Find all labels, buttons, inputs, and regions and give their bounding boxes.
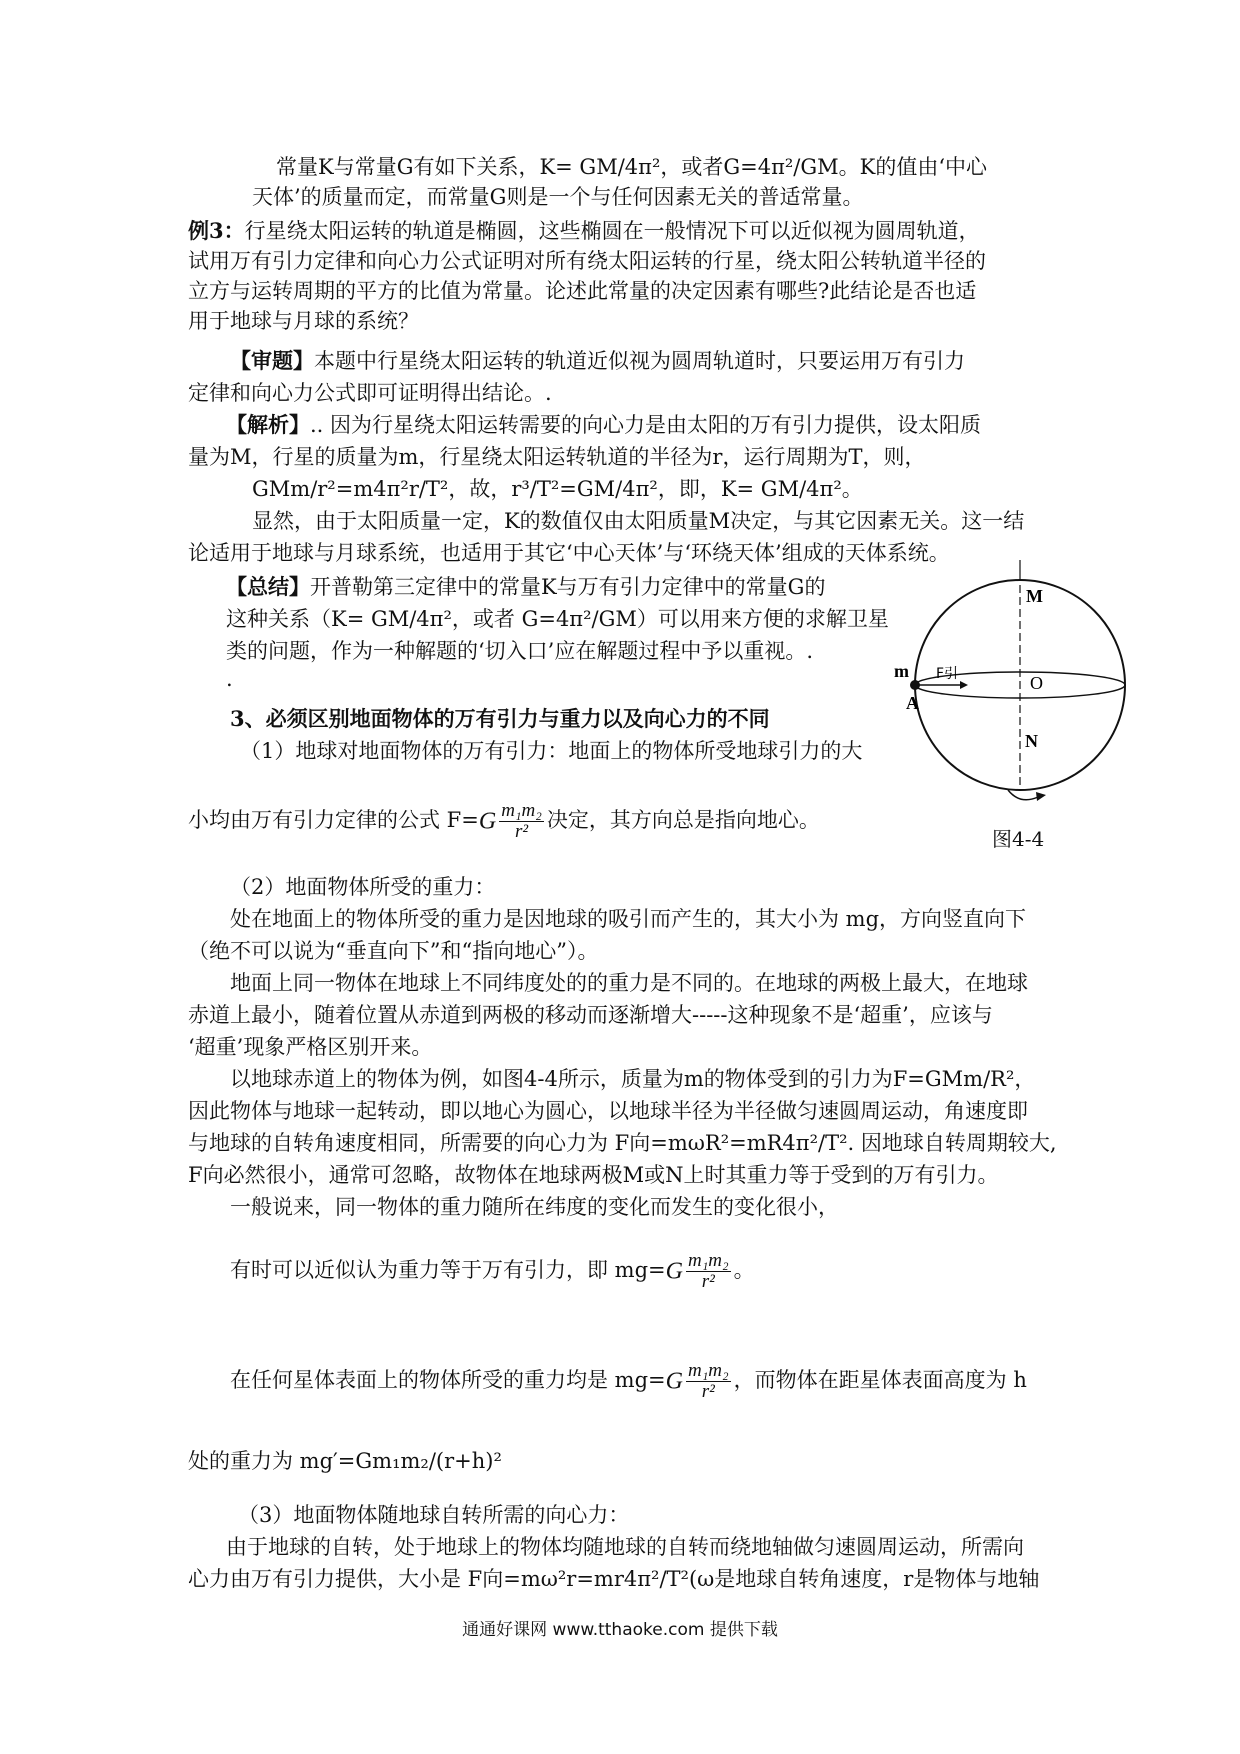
formula-line <box>188 790 820 852</box>
jiexi <box>226 410 981 440</box>
para-text: 小均由万有引力定律的公式 F= <box>188 808 479 832</box>
para-line: 类的问题，作为一种解题的‘切入口’应在解题过程中予以重视。. <box>226 639 814 663</box>
para-line: 论适用于地球与月球系统，也适用于其它‘中心天体’与‘环绕天体’组成的天体系统。 <box>188 541 950 565</box>
para-line: 量为M，行星的质量为m，行星绕太阳运转轨道的半径为r，运行周期为T，则， <box>188 445 926 469</box>
earth-diagram <box>894 565 1140 805</box>
label-force: F引 <box>936 666 959 682</box>
shenti-label: 【审题】 <box>230 348 314 373</box>
rotation-arrow-head <box>1036 792 1046 801</box>
label-n-pole: N <box>1025 731 1038 751</box>
para-line: 处在地面上的物体所受的重力是因地球的吸引而产生的，其大小为 mg，方向竖直向下 <box>230 907 1027 931</box>
label-point-a: A <box>906 693 919 713</box>
para-line: 试用万有引力定律和向心力公式证明对所有绕太阳运转的行星，绕太阳公转轨道半径的 <box>188 249 986 273</box>
subsection-3-title: （3）地面物体随地球自转所需的向心力： <box>238 1503 630 1527</box>
fraction-numerator: m₁m₂ <box>687 1360 729 1381</box>
fraction-denominator: r² <box>514 821 529 842</box>
section-3-title: 3、必须区别地面物体的万有引力与重力以及向心力的不同 <box>230 706 770 731</box>
para-line: 立方与运转周期的平方的比值为常量。论述此常量的决定因素有哪些?此结论是否也适 <box>188 279 977 303</box>
para-line: （绝不可以说为“垂直向下”和“指向地心”）。 <box>188 939 599 963</box>
para-line: 与地球的自转角速度相同，所需要的向心力为 F向=mωR²=mR4π²/T². 因地球自转周期较大, <box>188 1131 1057 1155</box>
rotation-arrow-icon <box>1008 790 1038 800</box>
subsection-1-title: （1）地球对地面物体的万有引力：地面上的物体所受地球引力的大 <box>240 739 863 763</box>
fraction <box>686 1251 731 1292</box>
arrow-head <box>960 681 968 689</box>
fraction <box>499 801 544 842</box>
para-text: 。 <box>733 1258 755 1282</box>
formula-line <box>230 1350 1027 1412</box>
formula-line <box>230 1240 755 1302</box>
para-line: 心力由万有引力提供，大小是 F向=mω²r=mr4π²/T²(ω是地球自转角速度，r是物体与地轴 <box>188 1567 1040 1591</box>
shenti <box>230 346 965 376</box>
para-line: 用于地球与月球的系统？ <box>188 309 419 333</box>
equation-line: GMm/r²=m4π²r/T²，故，r³/T²=GM/4π²，即，K= GM/4π²。 <box>252 477 863 501</box>
fraction-numerator: m₁m₂ <box>687 1250 729 1271</box>
page-footer: 通通好课网 www.tthaoke.com 提供下载 <box>462 1620 778 1640</box>
para-line: .. 因为行星绕太阳运转需要的向心力是由太阳的万有引力提供，设太阳质 <box>310 413 982 437</box>
para-text: 决定，其方向总是指向地心。 <box>546 808 820 832</box>
para-text: 在任何星体表面上的物体所受的重力均是 mg= <box>230 1368 666 1392</box>
para-line: 显然，由于太阳质量一定，K的数值仅由太阳质量M决定，与其它因素无关。这一结 <box>252 509 1025 533</box>
para-line: 因此物体与地球一起转动，即以地心为圆心，以地球半径为半径做匀速圆周运动，角速度即 <box>188 1099 1028 1123</box>
para-line: 天体’的质量而定，而常量G则是一个与任何因素无关的普适常量。 <box>252 185 864 209</box>
example-3 <box>188 216 980 246</box>
fraction-denominator: r² <box>701 1271 715 1292</box>
para-line: 本题中行星绕太阳运转的轨道近似视为圆周轨道时，只要运用万有引力 <box>314 349 965 373</box>
fraction-denominator: r² <box>701 1381 715 1402</box>
para-line: ‘超重’现象严格区别开来。 <box>188 1035 433 1059</box>
label-mass-m: m <box>894 661 909 681</box>
formula-g: G <box>665 1368 683 1395</box>
label-m-pole: M <box>1026 586 1043 606</box>
formula-g: G <box>665 1258 683 1285</box>
zongjie <box>226 572 825 602</box>
fraction-numerator: m₁m₂ <box>501 800 542 821</box>
example-3-label: 例3： <box>188 218 245 243</box>
para-line: 开普勒第三定律中的常量K与万有引力定律中的常量G的 <box>310 575 826 599</box>
label-o-center: O <box>1030 673 1043 693</box>
para-line: 这种关系（K= GM/4π²，或者 G=4π²/GM）可以用来方便的求解卫星 <box>226 607 889 631</box>
para-line: 常量K与常量G有如下关系，K= GM/4π²，或者G=4π²/GM。K的值由‘中心 <box>276 155 988 179</box>
para-line: 地面上同一物体在地球上不同纬度处的的重力是不同的。在地球的两极上最大，在地球 <box>230 971 1028 995</box>
para-line: 由于地球的自转，处于地球上的物体均随地球的自转而绕地轴做匀速圆周运动，所需向 <box>226 1535 1024 1559</box>
para-line: 赤道上最小，随着位置从赤道到两极的移动而逐渐增大-----这种现象不是‘超重’，应该与 <box>188 1003 993 1027</box>
para-line: 行星绕太阳运转的轨道是椭圆，这些椭圆在一般情况下可以近似视为圆周轨道， <box>244 219 980 243</box>
para-line: 一般说来，同一物体的重力随所在纬度的变化而发生的变化很小， <box>230 1195 839 1219</box>
para-line: 定律和向心力公式即可证明得出结论。. <box>188 381 552 405</box>
para-text: 有时可以近似认为重力等于万有引力，即 mg= <box>230 1258 666 1282</box>
para-text: ，而物体在距星体表面高度为 h <box>733 1368 1027 1392</box>
zongjie-label: 【总结】 <box>226 574 310 599</box>
jiexi-label: 【解析】 <box>226 412 310 437</box>
fraction <box>686 1361 731 1402</box>
figure-caption: 图4-4 <box>992 827 1045 851</box>
para-line: F向必然很小，通常可忽略，故物体在地球两极M或N上时其重力等于受到的万有引力。 <box>188 1163 999 1187</box>
para-line: 以地球赤道上的物体为例，如图4-4所示，质量为m的物体受到的引力为F=GMm/R²， <box>230 1067 1036 1091</box>
stray-dot: . <box>226 667 233 691</box>
subsection-2-title: （2）地面物体所受的重力： <box>230 875 496 899</box>
formula-g: G <box>478 808 497 835</box>
para-line: 处的重力为 mg′=Gm₁m₂/(r+h)² <box>188 1449 502 1473</box>
